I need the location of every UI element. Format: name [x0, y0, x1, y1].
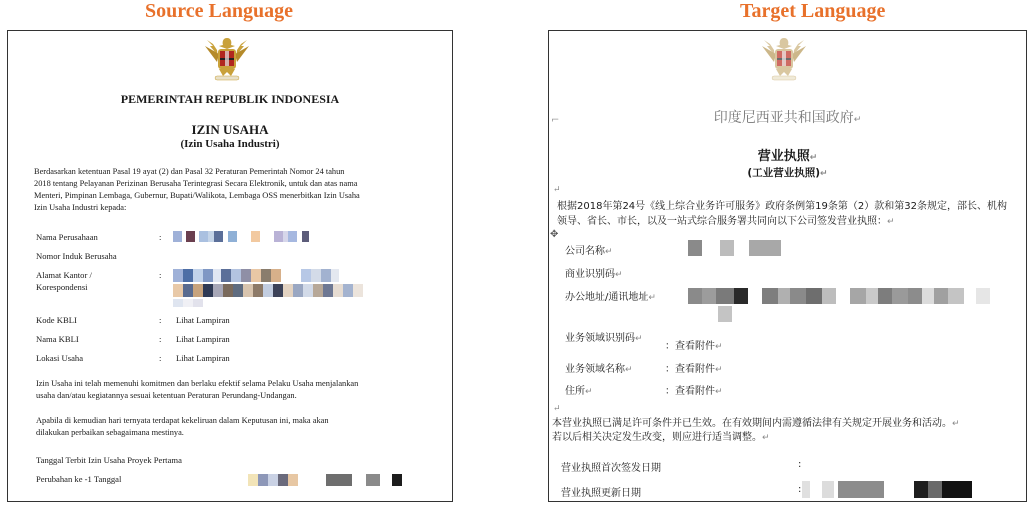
target-paragraph-line: 若以后相关决定发生改变，则应进行适当调整。: [552, 432, 762, 443]
source-first-issue-date-label: Tanggal Terbit Izin Usaha Proyek Pertama: [36, 455, 182, 465]
target-intro-paragraph: [557, 199, 1007, 230]
target-intro-line: 根据2018年第24号《线上综合业务许可服务》政府条例第19条第（2）款和第32条规定，部长、机构: [557, 201, 1007, 212]
source-government-title: PEMERINTAH REPUBLIK INDONESIA: [120, 92, 340, 106]
paragraph-mark: ↵: [553, 404, 561, 414]
field-label-correspondence: Korespondensi: [36, 282, 88, 292]
field-colon: :: [159, 270, 162, 280]
target-field-label: 商业识别码: [565, 269, 615, 280]
paragraph-mark: ↵: [625, 365, 633, 375]
target-first-issue-date-label: 营业执照首次签发日期: [561, 463, 661, 474]
target-intro-line: 领导、省长、市长，以及一站式综合服务署共同向以下公司签发营业执照：: [557, 216, 887, 227]
field-label-business-location: Lokasi Usaha: [36, 353, 84, 363]
target-field-office-address: [565, 288, 656, 303]
source-paragraph-line: usaha dan/atau kegiatannya sesuai ketentuan Peraturan Perundang-Undangan.: [36, 391, 297, 400]
target-field-kbli-code: [565, 329, 643, 344]
paragraph-mark: ↵: [887, 217, 895, 227]
garuda-emblem-icon: [203, 32, 251, 87]
field-colon: ：: [665, 364, 675, 375]
target-validity-paragraph: [552, 417, 960, 445]
field-colon: ：: [665, 386, 675, 397]
target-update-date-label: 营业执照更新日期: [561, 488, 641, 499]
target-government-text: 印度尼西亚共和国政府: [713, 110, 854, 126]
target-subtitle-text: (工业营业执照): [747, 167, 821, 179]
redacted-address-line-1: [173, 269, 339, 282]
target-title-text: 营业执照: [757, 149, 810, 164]
target-field-label: 业务领域识别码: [565, 333, 635, 344]
garuda-emblem-icon: [760, 32, 808, 87]
field-label-business-number: Nomor Induk Berusaha: [36, 251, 117, 261]
source-change-date-label: Perubahan ke -1 Tanggal: [36, 474, 122, 484]
source-intro-line: 2018 tentang Pelayanan Perizinan Berusaha Terintegrasi Secara Elektronik, untuk dan atas nama: [34, 179, 358, 188]
target-field-value-location: [665, 382, 723, 397]
paragraph-mark: ↵: [820, 169, 828, 179]
paragraph-mark: ↵: [635, 334, 643, 344]
source-validity-paragraph: [36, 378, 358, 402]
target-document-page: [548, 30, 1027, 502]
redacted-address-line-3: [173, 299, 203, 307]
source-intro-line: Menteri, Pimpinan Lembaga, Gubernur, Bupati/Walikota, Lembaga OSS menerbitkan Izin Usaha: [34, 191, 360, 200]
field-label-company-name: Nama Perusahaan: [36, 232, 98, 242]
target-field-label: 业务领域名称: [565, 364, 625, 375]
source-intro-line: Izin Usaha Industri kepada:: [34, 203, 127, 212]
target-field-value-kbli-name: [665, 360, 723, 375]
paragraph-mark: ↵: [648, 293, 656, 303]
source-intro-line: Berdasarkan ketentuan Pasal 19 ayat (2) dan Pasal 32 Peraturan Pemerintah Nomor 24 tahun: [34, 167, 345, 176]
redacted-update-date: [802, 481, 972, 498]
paragraph-mark: ↵: [952, 419, 960, 429]
paragraph-mark: ↵: [615, 270, 623, 280]
field-value-kbli-code: Lihat Lampiran: [176, 315, 230, 325]
target-field-business-number: [565, 265, 623, 280]
paragraph-mark: ↵: [762, 433, 770, 443]
field-colon: :: [159, 315, 162, 325]
redacted-address-line-2: [718, 306, 732, 322]
paragraph-mark: ↵: [853, 115, 862, 125]
field-colon: :: [159, 232, 162, 242]
target-field-label: 公司名称: [565, 246, 605, 257]
target-field-value: 查看附件: [675, 364, 715, 375]
redacted-change-date: [248, 474, 402, 486]
date-colon: :: [798, 459, 802, 470]
source-document-subtitle: (Izin Usaha Industri): [180, 138, 280, 150]
redacted-address-line-1: [688, 288, 990, 304]
target-field-label: 办公地址/通讯地址: [565, 292, 649, 303]
source-document-title: IZIN USAHA: [191, 122, 269, 137]
field-colon: :: [159, 353, 162, 363]
paragraph-mark: ↵: [715, 387, 723, 397]
target-language-heading: Target Language: [740, 0, 886, 22]
redacted-company-name: [173, 231, 309, 242]
field-value-business-location: Lihat Lampiran: [176, 353, 230, 363]
field-colon: ：: [665, 341, 675, 352]
source-paragraph-line: dilakukan perbaikan sebagaimana mestinya.: [36, 428, 184, 437]
table-move-handle-icon[interactable]: ✥: [550, 229, 559, 240]
field-value-kbli-name: Lihat Lampiran: [176, 334, 230, 344]
field-label-kbli-name: Nama KBLI: [36, 334, 79, 344]
target-field-value-kbli-code: [665, 337, 723, 352]
target-paragraph-line: 本营业执照已满足许可条件并已生效。在有效期间内需遵循法律有关规定开展业务和活动。: [552, 418, 952, 429]
paragraph-mark: ↵: [605, 247, 613, 257]
paragraph-mark: ↵: [715, 342, 723, 352]
paragraph-mark: ↵: [553, 185, 561, 195]
field-label-kbli-code: Kode KBLI: [36, 315, 77, 325]
target-field-value: 查看附件: [675, 386, 715, 397]
source-correction-paragraph: [36, 415, 329, 439]
paragraph-mark: ↵: [715, 365, 723, 375]
target-field-location: [565, 382, 593, 397]
target-field-company-name: [565, 242, 613, 257]
redacted-company-name: [688, 240, 781, 256]
source-paragraph-line: Izin Usaha ini telah memenuhi komitmen dan berlaku efektif selama Pelaku Usaha menjalankan: [36, 379, 359, 388]
date-colon: :: [798, 484, 802, 495]
target-field-value: 查看附件: [675, 341, 715, 352]
source-document-page: [7, 30, 453, 502]
field-label-office-address: Alamat Kantor /: [36, 270, 92, 280]
source-intro-paragraph: [34, 166, 360, 214]
target-document-subtitle: [549, 165, 1026, 180]
target-government-title: [549, 107, 1026, 127]
redacted-address-line-2: [173, 284, 363, 297]
paragraph-mark: ↵: [585, 387, 593, 397]
target-field-label: 住所: [565, 386, 585, 397]
target-field-kbli-name: [565, 360, 633, 375]
paragraph-mark: ↵: [809, 153, 818, 163]
source-language-heading: Source Language: [145, 0, 293, 22]
field-colon: :: [159, 334, 162, 344]
target-document-title: [549, 145, 1026, 164]
source-paragraph-line: Apabila di kemudian hari ternyata terdapat kekeliruan dalam Keputusan ini, maka akan: [36, 416, 329, 425]
text-cursor-mark: ⌐: [551, 115, 560, 126]
